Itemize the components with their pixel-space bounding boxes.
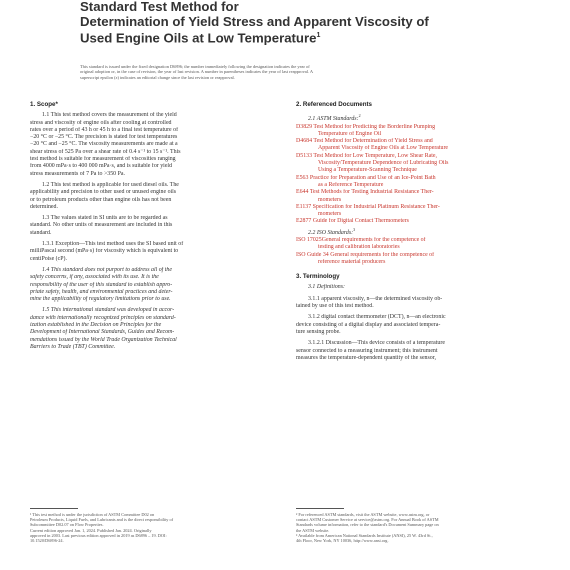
document-title: [80, 0, 510, 46]
footnote-line: contact ASTM Customer Service at service@astm.org. For Annual Book of ASTM: [296, 517, 439, 523]
reference-link-iso-17025[interactable]: ISO 17025General requirements for the competence of: [296, 236, 426, 243]
footnote-line: ² For referenced ASTM standards, visit the ASTM website, www.astm.org, or: [296, 512, 430, 517]
scope-1-3-line: standard.: [30, 229, 52, 236]
section-heading-referenced-documents: 2. Referenced Documents: [296, 101, 372, 108]
scope-1-5-line: Barriers to Trade (TBT) Committee.: [30, 343, 116, 350]
footnotes-left: [30, 512, 280, 543]
reference-text: testing and calibration laboratories: [318, 244, 400, 251]
scope-1-1-line: from 4000 mPa·s to 400 000 mPa·s, and is suitable for yield: [30, 163, 173, 170]
footnote-line: Petroleum Products, Liquid Fuels, and Lubricants and is the direct responsibility of: [30, 517, 174, 523]
scope-1-3-line: 1.3 The values stated in SI units are to be regarded as: [42, 215, 168, 222]
term-dct-line: 3.1.2 digital contact thermometer (DCT), n—an electronic: [308, 314, 446, 321]
scope-1-3-1-line: 1.3.1 Exception—This test method uses the SI based unit of: [42, 241, 184, 248]
scope-1-3-line: standard. No other units of measurement are included in this: [30, 222, 173, 229]
reference-text: Apparent Viscosity of Engine Oils at Low Temperature: [318, 145, 449, 152]
scope-1-1-line: −20 °C and −25 °C. The viscosity measurements are made at a: [30, 141, 178, 148]
reference-link-e644[interactable]: E644 Test Methods for Testing Industrial Resistance Ther-: [296, 189, 434, 196]
scope-1-1-line: rates over a period of 43 h or 45 h to a final test temperature of: [30, 126, 179, 133]
term-dct-discussion-line: sensor connected to a measuring instrument; this instrument: [296, 347, 438, 354]
scope-1-3-1-line: centiPoise (cP).: [30, 255, 67, 262]
section-heading-terminology: 3. Terminology: [296, 273, 340, 281]
iso-standards-label: 2.2 ISO Standards:$^3$: [308, 226, 356, 236]
footnote-line: ¹ This test method is under the jurisdiction of ASTM Committee D02 on: [30, 512, 155, 517]
footnote-divider: [296, 508, 344, 509]
reference-link-iso-guide-34[interactable]: ISO Guide 34 General requirements for the competence of: [296, 251, 435, 258]
footnote-line: Subcommittee D02.07 on Flow Properties.: [30, 522, 104, 528]
footnote-line: 4th Floor, New York, NY 10036, http://www.ansi.org.: [296, 538, 389, 544]
preamble-line: superscript epsilon (ε) indicates an editorial change since the last revision or reapproval.: [80, 74, 235, 80]
scope-1-2-line: applicability and precision to other used or unused engine oils: [30, 189, 177, 196]
footnote-line: Standards volume information, refer to the standard's Document Summary page on: [296, 522, 439, 528]
title-line-3: Used Engine Oils at Low Temperature$^1$: [80, 30, 321, 46]
term-dct-discussion-line: 3.1.2.1 Discussion—This device consists of a temperature: [308, 340, 445, 347]
footnote-line: ³ Available from American National Standards Institute (ANSI), 25 W. 43rd St.,: [296, 532, 433, 538]
scope-1-2-line: determined.: [30, 203, 58, 210]
footnote-line: approved in 2003. Last previous edition approved in 2019 as D6896 – 19. DOI:: [30, 532, 167, 538]
footnote-divider: [30, 508, 78, 509]
scope-1-4-line: responsibility of the user of this standard to establish appro-: [30, 281, 173, 288]
reference-link-d5133[interactable]: D5133 Test Method for Low Temperature, Low Shear Rate,: [296, 152, 437, 159]
scope-1-5-line: ization established in the Decision on Principles for the: [30, 322, 162, 329]
term-apparent-viscosity-line: 3.1.1 apparent viscosity, n—the determined viscosity ob-: [308, 295, 443, 302]
scope-1-4-line: safety concerns, if any, associated with its use. It is the: [30, 274, 159, 281]
reference-text: mometers: [318, 211, 342, 218]
scope-1-3-1-line: milliPascal second (mPa·s) for viscosity which is equivalent to: [30, 248, 179, 255]
term-apparent-viscosity-line: tained by use of this test method.: [296, 303, 374, 310]
reference-text: Temperature of Engine Oil: [318, 130, 382, 137]
scope-1-1-line: 1.1 This test method covers the measurement of the yield: [42, 112, 177, 119]
title-footnote-mark: 1: [316, 32, 321, 39]
reference-link-e563[interactable]: E563 Practice for Preparation and Use of an Ice-Point Bath: [296, 174, 436, 181]
title-line-1: Standard Test Method for: [80, 0, 239, 14]
reference-text: Viscosity/Temperature Dependence of Lubricating Oils: [318, 160, 449, 167]
reference-text: mometers: [318, 196, 342, 203]
preamble-note: [80, 64, 510, 80]
scope-1-1-line: −20 °C or −25 °C. The precision is stated for test temperatures: [30, 134, 178, 141]
scope-1-2-line: or to petroleum products other than engine oils has not been: [30, 196, 172, 203]
reference-link-d4684[interactable]: D4684 Test Method for Determination of Yield Stress and: [296, 138, 433, 145]
reference-link-d3829[interactable]: D3829 Test Method for Predicting the Borderline Pumping: [296, 123, 436, 130]
term-dct-discussion-line: measures the temperature-dependent quantity of the sensor,: [296, 354, 436, 361]
scope-1-1-line: stress measurements of 7 Pa to >350 Pa.: [30, 170, 125, 177]
reference-text: as a Reference Temperature: [318, 181, 384, 188]
scope-1-1-line: shear stress of 525 Pa over a shear rate of 0.4 s⁻¹ to 15 s⁻¹. This: [30, 148, 181, 155]
term-dct-line: device consisting of a digital display and associated tempera-: [296, 321, 441, 328]
reference-text: Using a Temperature-Scanning Technique: [318, 167, 417, 174]
scope-1-1-line: stress and viscosity of engine oils after cooling at controlled: [30, 119, 172, 126]
scope-1-5-line: 1.5 This international standard was developed in accor-: [42, 307, 175, 314]
footnote-line: 10.1520/D6896-24.: [30, 538, 64, 544]
left-column: [30, 101, 280, 351]
definitions-label: 3.1 Definitions:: [308, 284, 345, 291]
scope-1-1-line: test method is suitable for measurement of viscosities ranging: [30, 156, 176, 163]
footnote-line: the ASTM website.: [296, 527, 330, 533]
scope-1-4-line: mine the applicability of regulatory limitations prior to use.: [30, 296, 171, 303]
footnote-line: Current edition approved Jan. 1, 2024. Published Jan. 2024. Originally: [30, 527, 152, 533]
footnotes-right: [296, 512, 542, 543]
scope-1-5-line: dance with internationally recognized principles on standard-: [30, 314, 176, 321]
preamble-line: original adoption or, in the case of revision, the year of last revision. A number in parentheses indicates the year of last reapproval. A: [80, 69, 314, 75]
scope-1-5-line: Development of International Standards, Guides and Recom-: [30, 329, 175, 336]
preamble-line: This standard is issued under the fixed designation D6896; the number immediately following the designation indicates the year of: [80, 64, 310, 69]
reference-link-e2877[interactable]: E2877 Guide for Digital Contact Thermometers: [296, 218, 409, 225]
scope-1-4-line: 1.4 This standard does not purport to address all of the: [42, 266, 172, 273]
right-column: [296, 101, 542, 362]
scope-1-2-line: 1.2 This test method is applicable for used diesel oils. The: [42, 181, 179, 188]
term-dct-line: ture sensing probe.: [296, 328, 341, 335]
reference-text: reference material producers: [318, 258, 386, 265]
title-line-2: Determination of Yield Stress and Apparent Viscosity of: [80, 13, 429, 29]
reference-link-e1137[interactable]: E1137 Specification for Industrial Platinum Resistance Ther-: [296, 203, 440, 210]
astm-standards-label: 2.1 ASTM Standards:$^2$: [308, 113, 361, 123]
section-heading-scope: 1. Scope*: [30, 101, 58, 108]
scope-1-4-line: priate safety, health, and environmental practices and deter-: [30, 288, 173, 295]
scope-1-5-line: mendations issued by the World Trade Organization Technical: [30, 336, 177, 343]
